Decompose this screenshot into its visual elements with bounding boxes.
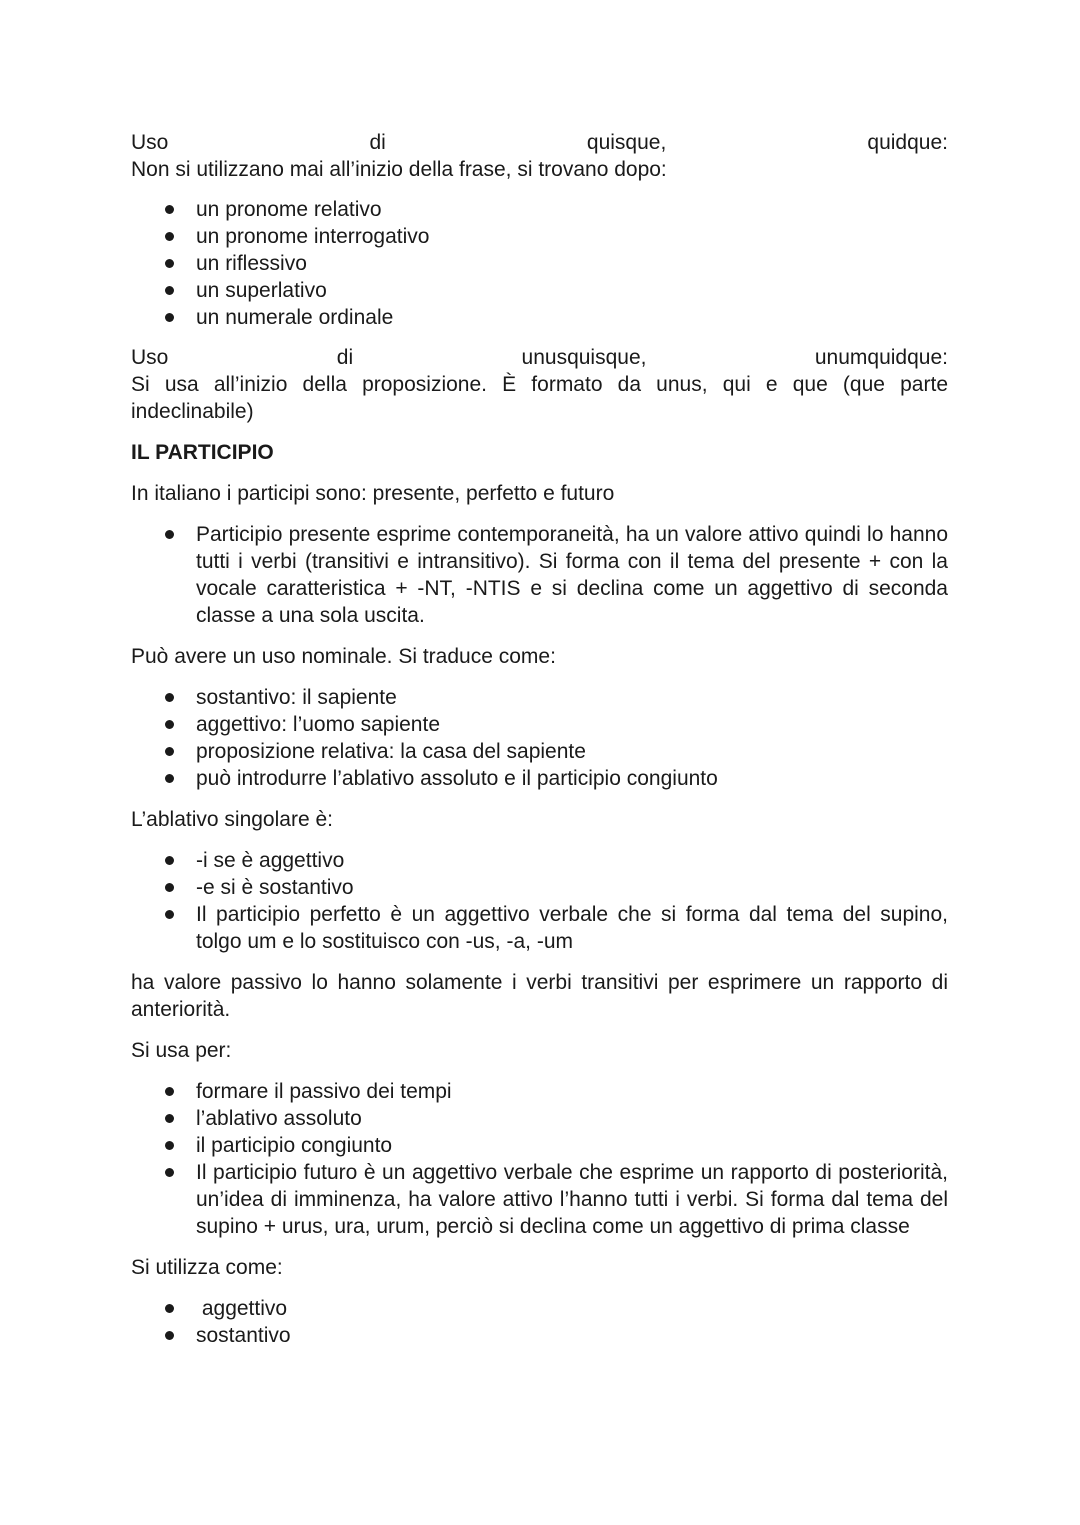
bullet-icon bbox=[165, 205, 174, 214]
list-item: Participio presente esprime contemporaneità, ha un valore attivo quindi lo hanno tutti i verbi (transitivi e intransitivo). Si forma con il tema del presente + con la vocale caratteristica + -NT, -NTIS e si declina come un aggettivo di seconda classe a una sola uscita. bbox=[131, 521, 948, 629]
usage-list bbox=[131, 1078, 948, 1240]
bullet-icon bbox=[165, 1304, 174, 1313]
bullet-icon bbox=[165, 1114, 174, 1123]
bullet-icon bbox=[165, 883, 174, 892]
bullet-icon bbox=[165, 1087, 174, 1096]
unusquisque-text: Si usa all’inizio della proposizione. È formato da unus, qui e que (que parte indeclinabile) bbox=[131, 373, 948, 423]
list-item: Il participio futuro è un aggettivo verbale che esprime un rapporto di posteriorità, un’idea di imminenza, ha valore attivo l’hanno tutti i verbi. Si forma dal tema del supino + urus, ura, urum, perciò si declina come un aggettivo di prima classe bbox=[131, 1159, 948, 1240]
participio-presente-list bbox=[131, 521, 948, 629]
list-item: proposizione relativa: la casa del sapiente bbox=[131, 738, 948, 765]
list-item: sostantivo bbox=[131, 1322, 948, 1349]
ablative-list bbox=[131, 847, 948, 955]
list-item: sostantivo: il sapiente bbox=[131, 684, 948, 711]
list-item: Il participio perfetto è un aggettivo verbale che si forma dal tema del supino, tolgo um e lo sostituisco con -us, -a, -um bbox=[131, 901, 948, 955]
bullet-icon bbox=[165, 856, 174, 865]
list-item: un superlativo bbox=[131, 277, 948, 304]
participio-heading: IL PARTICIPIO bbox=[131, 441, 274, 464]
list-item: il participio congiunto bbox=[131, 1132, 948, 1159]
title-word: Uso bbox=[131, 131, 169, 154]
bullet-icon bbox=[165, 720, 174, 729]
title-word: quisque, bbox=[586, 131, 667, 154]
document-page bbox=[131, 129, 948, 1349]
bullet-icon bbox=[165, 1168, 174, 1177]
list-item: un numerale ordinale bbox=[131, 304, 948, 331]
ablative-intro: L’ablativo singolare è: bbox=[131, 808, 333, 831]
utilizza-intro: Si utilizza come: bbox=[131, 1256, 283, 1279]
nominal-intro: Può avere un uso nominale. Si traduce come: bbox=[131, 645, 556, 668]
title-word: di bbox=[369, 131, 386, 154]
title-word: Uso bbox=[131, 346, 169, 369]
bullet-icon bbox=[165, 747, 174, 756]
participio-intro: In italiano i participi sono: presente, perfetto e futuro bbox=[131, 482, 615, 505]
bullet-icon bbox=[165, 774, 174, 783]
unusquisque-title bbox=[131, 344, 948, 371]
passive-text: ha valore passivo lo hanno solamente i verbi transitivi per esprimere un rapporto di anteriorità. bbox=[131, 971, 948, 1021]
title-word: unumquidque: bbox=[814, 346, 948, 369]
quisque-title bbox=[131, 129, 948, 156]
nominal-list bbox=[131, 684, 948, 792]
title-word: di bbox=[336, 346, 354, 369]
bullet-icon bbox=[165, 259, 174, 268]
title-word: unusquisque, bbox=[521, 346, 647, 369]
list-item: l’ablativo assoluto bbox=[131, 1105, 948, 1132]
bullet-icon bbox=[165, 1141, 174, 1150]
list-item: aggettivo: l’uomo sapiente bbox=[131, 711, 948, 738]
bullet-icon bbox=[165, 286, 174, 295]
usage-intro: Si usa per: bbox=[131, 1039, 232, 1062]
quisque-list bbox=[131, 196, 948, 331]
bullet-icon bbox=[165, 693, 174, 702]
list-item: un pronome relativo bbox=[131, 196, 948, 223]
bullet-icon bbox=[165, 910, 174, 919]
quisque-intro: Non si utilizzano mai all’inizio della frase, si trovano dopo: bbox=[131, 158, 667, 181]
bullet-icon bbox=[165, 1331, 174, 1340]
list-item: aggettivo bbox=[131, 1295, 948, 1322]
bullet-icon bbox=[165, 313, 174, 322]
bullet-icon bbox=[165, 232, 174, 241]
list-item: un pronome interrogativo bbox=[131, 223, 948, 250]
list-item: -i se è aggettivo bbox=[131, 847, 948, 874]
list-item: -e si è sostantivo bbox=[131, 874, 948, 901]
list-item: un riflessivo bbox=[131, 250, 948, 277]
list-item: formare il passivo dei tempi bbox=[131, 1078, 948, 1105]
list-item: può introdurre l’ablativo assoluto e il participio congiunto bbox=[131, 765, 948, 792]
title-word: quidque: bbox=[867, 131, 948, 154]
bullet-icon bbox=[165, 530, 174, 539]
utilizza-list bbox=[131, 1295, 948, 1349]
